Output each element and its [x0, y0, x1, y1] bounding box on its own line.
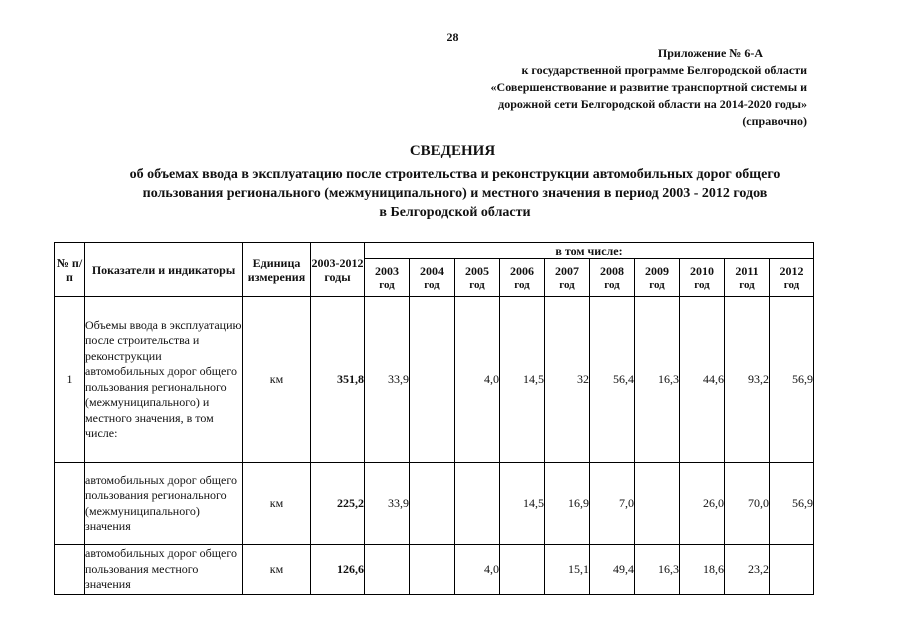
subtitle-line: пользования регионального (межмуниципального) и местного значения в период 2003 - 2012 годов — [142, 186, 768, 201]
row-indicator: Объемы ввода в эксплуатацию после строительства и реконструкции автомобильных дорог общего пользования регионального (межмуниципального) и местного значения, в том числе: — [85, 297, 243, 463]
header-year-number: 2012 — [779, 263, 804, 278]
header-year-number: 2009 — [645, 263, 669, 278]
header-year-2005 — [455, 259, 500, 297]
header-year-number: 2008 — [600, 263, 624, 278]
header-year-2003 — [365, 259, 410, 297]
header-year-word: год — [649, 278, 665, 291]
row-total: 351,8 — [311, 297, 365, 463]
header-year-word: год — [694, 278, 710, 291]
table-row — [55, 545, 814, 595]
row-value-2004 — [410, 297, 455, 463]
row-value-2005 — [455, 463, 500, 545]
document-subtitle — [60, 165, 850, 222]
row-value-2007: 16,9 — [545, 463, 590, 545]
row-value-2003: 33,9 — [365, 463, 410, 545]
row-number: 1 — [55, 297, 85, 463]
row-value-2005: 4,0 — [455, 545, 500, 595]
annex-note: (справочно) — [742, 114, 807, 128]
annex-line: дорожной сети Белгородской области на 2014-2020 годы» — [498, 97, 807, 111]
row-value-2008: 56,4 — [590, 297, 635, 463]
row-value-2006: 14,5 — [500, 297, 545, 463]
header-including: в том числе: — [365, 243, 814, 259]
row-value-2004 — [410, 463, 455, 545]
header-year-2004 — [410, 259, 455, 297]
header-year-2012 — [770, 259, 814, 297]
header-year-number: 2006 — [510, 263, 534, 278]
row-value-2010: 18,6 — [680, 545, 725, 595]
row-value-2012: 56,9 — [770, 463, 814, 545]
annex-line: к государственной программе Белгородской области — [521, 63, 807, 77]
header-year-2008 — [590, 259, 635, 297]
data-table — [54, 242, 814, 595]
row-value-2007: 15,1 — [545, 545, 590, 595]
annex-title: Приложение № 6-А — [657, 46, 763, 60]
row-value-2011: 23,2 — [725, 545, 770, 595]
header-indicator: Показатели и индикаторы — [85, 243, 243, 297]
row-unit: км — [243, 463, 311, 545]
row-number — [55, 545, 85, 595]
header-year-2011 — [725, 259, 770, 297]
annex-block — [387, 45, 807, 130]
header-year-word: год — [739, 278, 755, 291]
row-total: 126,6 — [311, 545, 365, 595]
header-year-number: 2007 — [555, 263, 579, 278]
row-value-2009: 16,3 — [635, 545, 680, 595]
header-year-2009 — [635, 259, 680, 297]
row-value-2007: 32 — [545, 297, 590, 463]
header-year-2010 — [680, 259, 725, 297]
row-value-2003 — [365, 545, 410, 595]
header-total: 2003-2012 годы — [311, 243, 365, 297]
row-value-2006 — [500, 545, 545, 595]
header-year-number: 2003 — [375, 263, 399, 278]
row-value-2006: 14,5 — [500, 463, 545, 545]
header-year-word: год — [514, 278, 530, 291]
row-indicator: автомобильных дорог общего пользования регионального (межмуниципального) значения — [85, 463, 243, 545]
row-value-2012: 56,9 — [770, 297, 814, 463]
header-num: № п/п — [55, 243, 85, 297]
row-unit: км — [243, 297, 311, 463]
header-year-number: 2004 — [420, 263, 444, 278]
header-year-number: 2010 — [690, 263, 714, 278]
header-year-word: год — [559, 278, 575, 291]
row-value-2011: 93,2 — [725, 297, 770, 463]
page-number: 28 — [446, 30, 459, 44]
row-value-2011: 70,0 — [725, 463, 770, 545]
row-value-2008: 49,4 — [590, 545, 635, 595]
row-total: 225,2 — [311, 463, 365, 545]
header-year-2007 — [545, 259, 590, 297]
header-unit: Единица измерения — [243, 243, 311, 297]
header-year-word: год — [379, 278, 395, 291]
header-year-word: год — [469, 278, 485, 291]
header-year-number: 2011 — [735, 263, 759, 278]
subtitle-line: об объемах ввода в эксплуатацию после строительства и реконструкции автомобильных дорог общего — [129, 167, 781, 182]
row-value-2003: 33,9 — [365, 297, 410, 463]
row-number — [55, 463, 85, 545]
table-row — [55, 463, 814, 545]
row-value-2005: 4,0 — [455, 297, 500, 463]
row-value-2009: 16,3 — [635, 297, 680, 463]
annex-line: «Совершенствование и развитие транспортной системы и — [490, 80, 807, 94]
header-year-word: год — [424, 278, 440, 291]
document-title: СВЕДЕНИЯ — [409, 143, 496, 159]
row-value-2009 — [635, 463, 680, 545]
row-value-2004 — [410, 545, 455, 595]
header-year-number: 2005 — [465, 263, 489, 278]
row-value-2012 — [770, 545, 814, 595]
row-value-2010: 26,0 — [680, 463, 725, 545]
row-unit: км — [243, 545, 311, 595]
subtitle-line: в Белгородской области — [379, 205, 531, 220]
table-row — [55, 297, 814, 463]
header-year-word: год — [783, 278, 800, 291]
header-year-2006 — [500, 259, 545, 297]
row-indicator: автомобильных дорог общего пользования местного значения — [85, 545, 243, 595]
row-value-2008: 7,0 — [590, 463, 635, 545]
header-year-word: год — [604, 278, 620, 291]
row-value-2010: 44,6 — [680, 297, 725, 463]
